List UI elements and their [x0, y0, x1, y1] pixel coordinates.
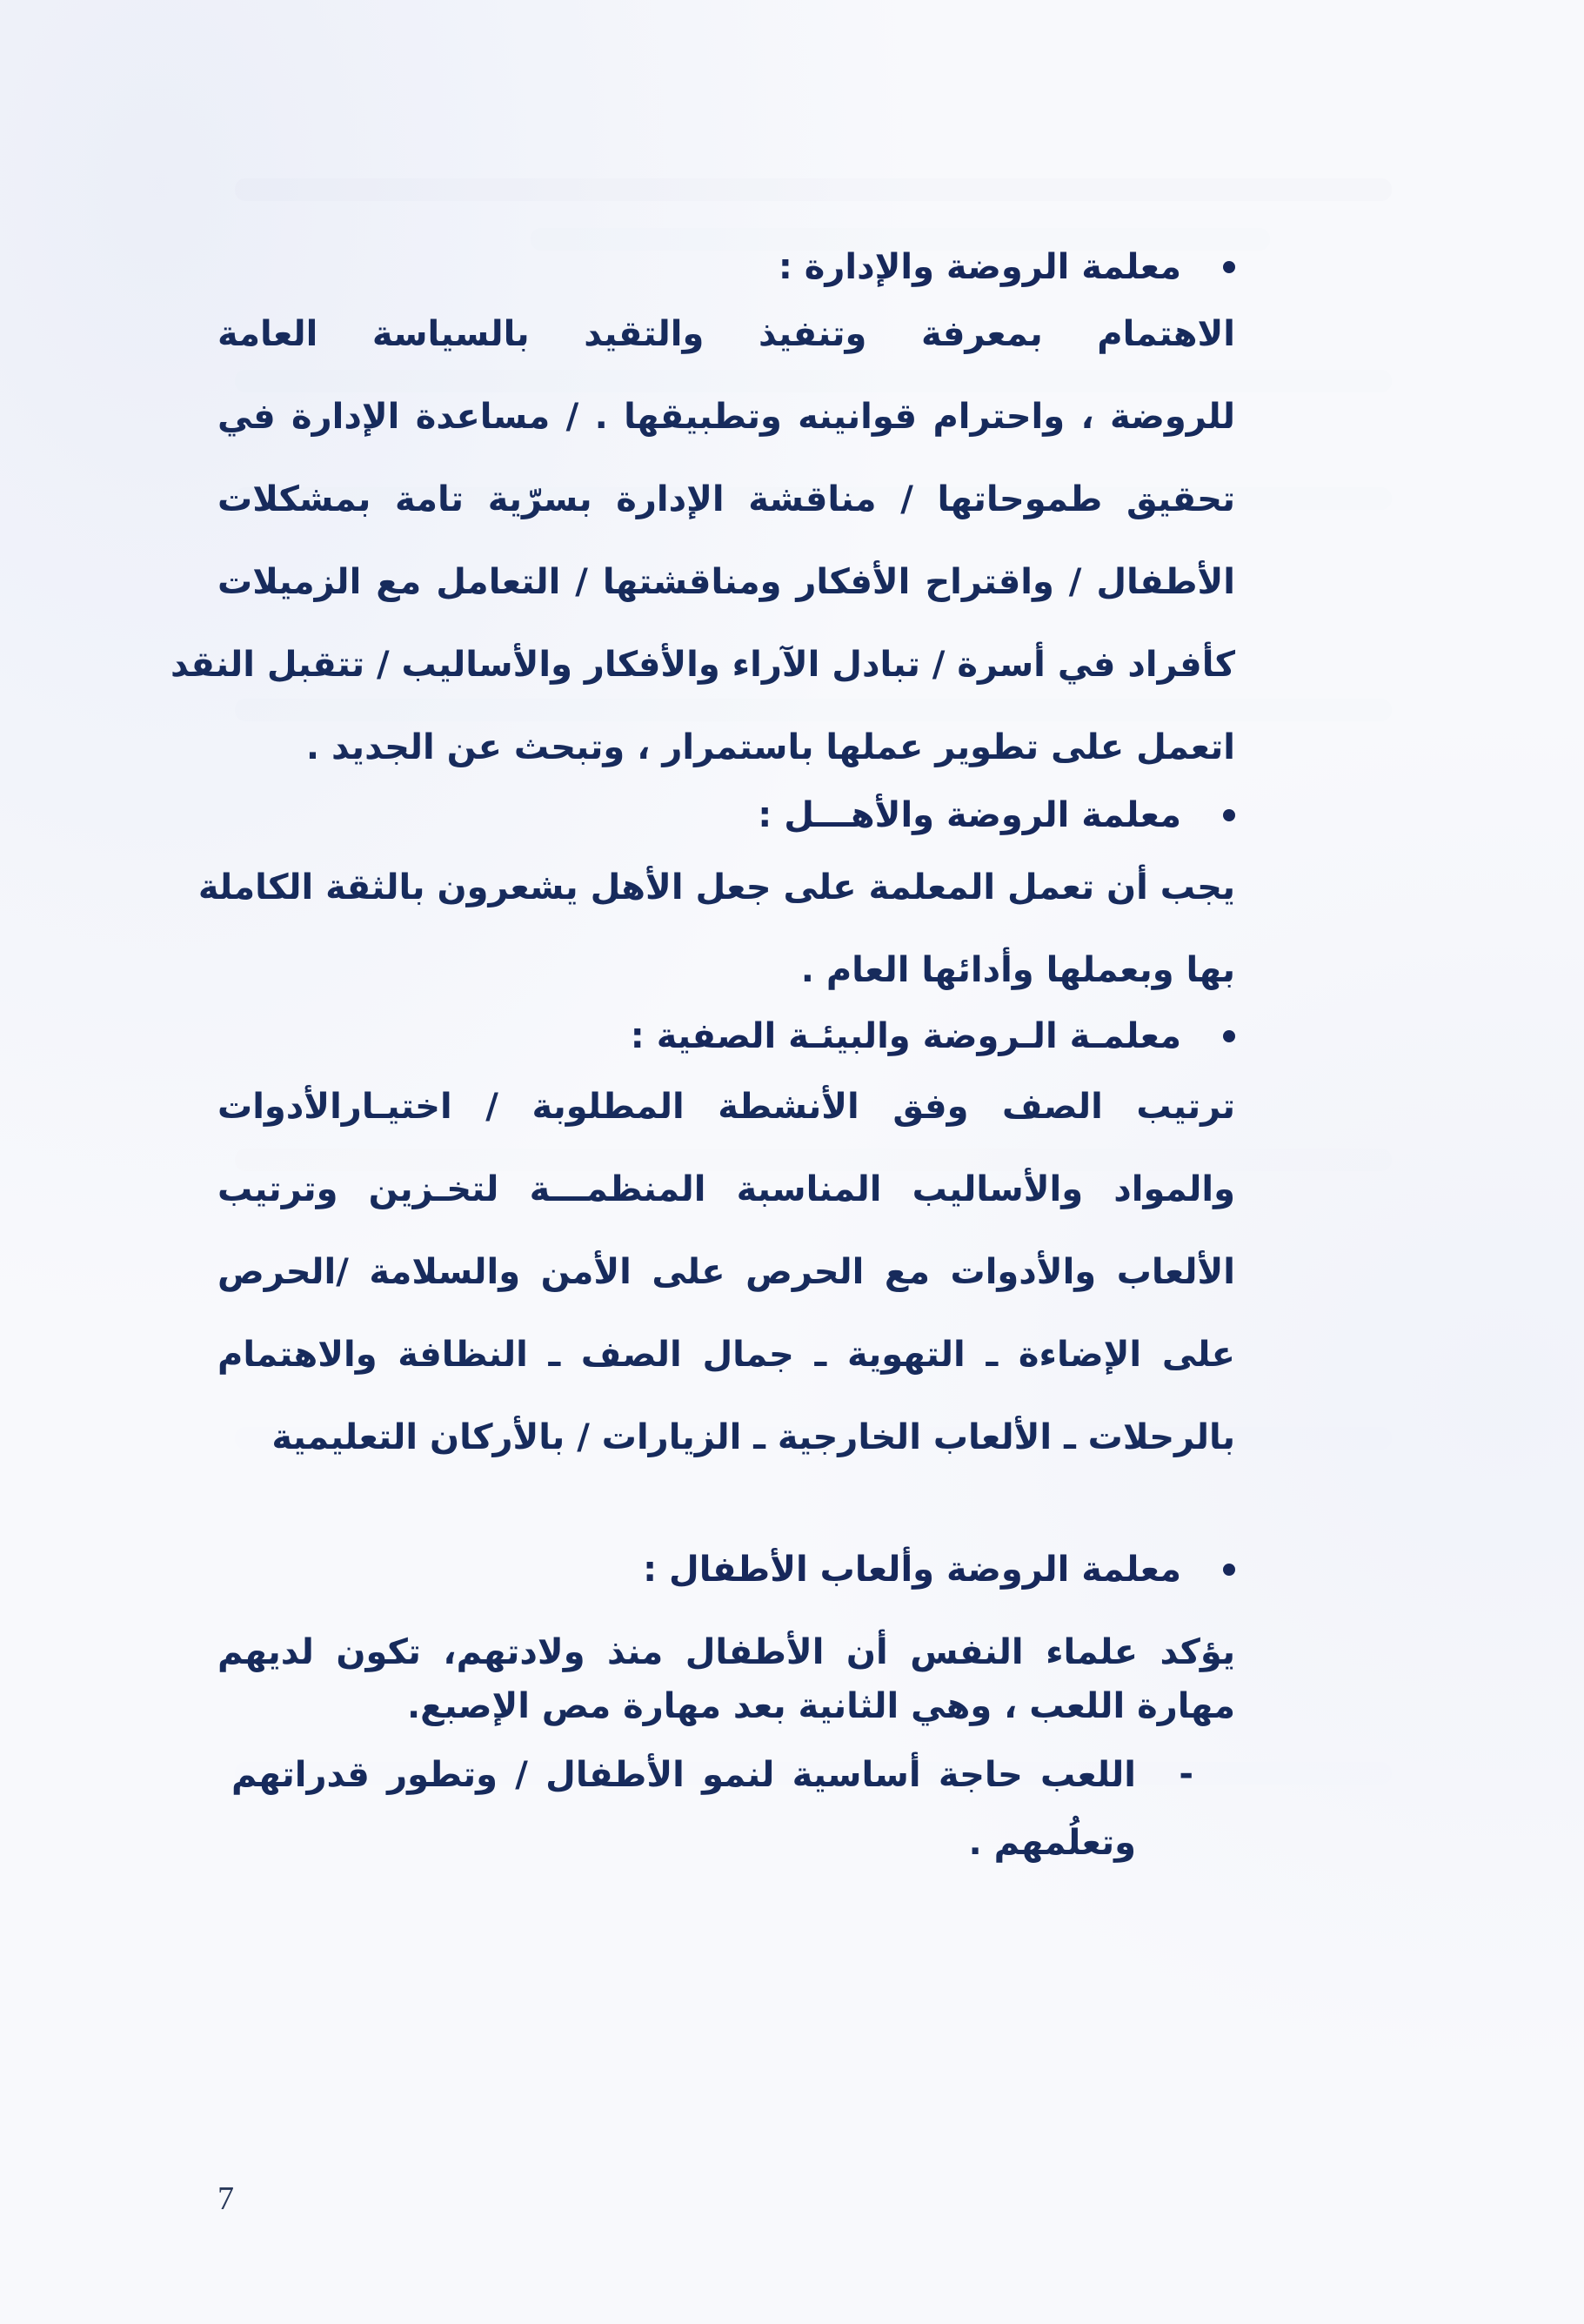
- section-toys: [217, 1550, 1235, 1870]
- page-content: [170, 247, 1235, 1870]
- paragraph-line: مهارة اللعب ، وهي الثانية بعد مهارة مص الإصبع.: [406, 1686, 1235, 1726]
- paragraph-line: الاهتمام بمعرفة وتنفيذ والتقيد بالسياسة العامة: [217, 314, 1235, 354]
- dash-line-text: وتعلُمهم .: [968, 1823, 1136, 1863]
- section-paragraph: [170, 293, 1235, 789]
- paragraph-line: ترتيب الصف وفق الأنشطة المطلوبة / اختيـارالأدوات: [217, 1087, 1235, 1127]
- heading-text: معلمة الروضة والأهـــل :: [758, 795, 1181, 835]
- paragraph-line: كأفراد في أسرة / تبادل الآراء والأفكار والأساليب / تتقبل النقد: [170, 645, 1235, 685]
- dash-line: [217, 1733, 1193, 1816]
- section-parents: [197, 795, 1235, 1012]
- bullet-icon: [1223, 1564, 1235, 1576]
- section-admin: [170, 247, 1235, 789]
- section-heading: [217, 248, 1235, 286]
- paragraph-line: على الإضاءة ـ التهوية ـ جمال الصف ـ النظافة والاهتمام: [217, 1335, 1235, 1375]
- section-paragraph: [217, 1625, 1235, 1733]
- dash-marker: -: [1179, 1754, 1193, 1794]
- paragraph-line: بالرحلات ـ الألعاب الخارجية ـ الزيارات / بالأركان التعليمية: [271, 1417, 1235, 1457]
- section-classroom: [217, 1017, 1235, 1479]
- paragraph-line: للروضة ، واحترام قوانينه وتطبيقها . / مساعدة الإدارة في: [217, 397, 1235, 437]
- bullet-icon: [1223, 1030, 1235, 1042]
- paragraph-line: والمواد والأساليب المناسبة المنظمـــة لتخـزين وترتيب: [217, 1169, 1235, 1209]
- section-paragraph: [217, 1066, 1235, 1479]
- dash-continuation: [217, 1816, 1136, 1870]
- dash-list-item: [217, 1733, 1235, 1870]
- page-number: 7: [217, 2180, 234, 2217]
- paragraph-line: اتعمل على تطوير عملها باستمرار ، وتبحث عن الجديد .: [305, 727, 1235, 767]
- bullet-icon: [1223, 261, 1235, 273]
- dash-line-text: اللعب حاجة أساسية لنمو الأطفال / وتطور قدراتهم: [231, 1754, 1136, 1795]
- bullet-icon: [1223, 809, 1235, 821]
- paragraph-line: يؤكد علماء النفس أن الأطفال منذ ولادتهم، تكون لديهم: [217, 1632, 1235, 1672]
- heading-text: معلمـة الـروضة والبيئـة الصفية :: [630, 1016, 1181, 1056]
- section-heading: [217, 1017, 1235, 1055]
- heading-text: معلمة الروضة وألعاب الأطفال :: [643, 1550, 1181, 1590]
- paragraph-line: بها وبعملها وأدائها العام .: [800, 950, 1235, 990]
- paragraph-line: يجب أن تعمل المعلمة على جعل الأهل يشعرون بالثقة الكاملة: [197, 867, 1235, 907]
- section-heading: [217, 796, 1235, 834]
- paragraph-line: الأطفال / واقتراح الأفكار ومناقشتها / التعامل مع الزميلات: [217, 562, 1235, 602]
- heading-text: معلمة الروضة والإدارة :: [778, 247, 1181, 287]
- paragraph-line: الألعاب والأدوات مع الحرص على الأمن والسلامة /الحرص: [217, 1252, 1235, 1292]
- back-page-bleed-line: [235, 178, 1392, 201]
- section-heading: [217, 1550, 1235, 1589]
- section-paragraph: [197, 847, 1235, 1012]
- paragraph-line: تحقيق طموحاتها / مناقشة الإدارة بسرّية تامة بمشكلات: [217, 479, 1235, 519]
